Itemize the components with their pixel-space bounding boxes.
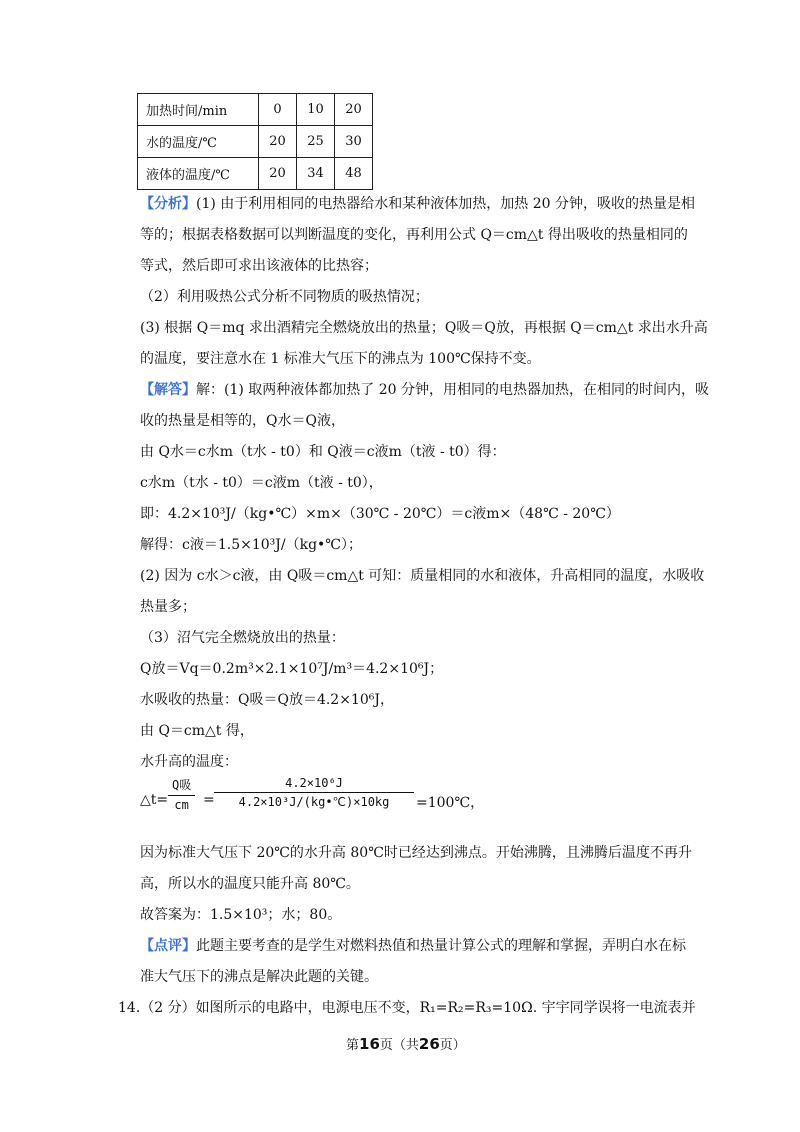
- equation-equals: =: [203, 792, 215, 808]
- solution-line: 由 Q水＝c水m（t水 - t0）和 Q液＝c液m（t液 - t0）得：: [140, 444, 506, 460]
- table-cell: 液体的温度/℃: [138, 158, 259, 190]
- fraction-bar: [214, 792, 414, 793]
- data-table: [137, 93, 373, 190]
- solution-text: 解：(1) 取两种液体都加热了 20 分钟，用相同的电热器加热，在相同的时间内，吸: [196, 382, 709, 398]
- table-cell: 20: [335, 94, 373, 126]
- table-cell: 0: [259, 94, 297, 126]
- solution-line: 高，所以水的温度只能升高 80℃。: [140, 876, 360, 892]
- page-total: 26: [418, 1035, 440, 1053]
- analysis-line: [140, 193, 695, 213]
- solution-line: 因为标准大气压下 20℃的水升高 80℃时已经达到沸点。开始沸腾，且沸腾后温度不再升: [140, 845, 692, 861]
- solution-line: （3）沼气完全燃烧放出的热量：: [140, 630, 345, 646]
- comment-line: [140, 935, 686, 955]
- equation-lhs: △t=: [140, 792, 169, 808]
- table-cell: 10: [297, 94, 335, 126]
- table-row: [138, 158, 373, 190]
- solution-line: Q放＝Vq＝0.2m³×2.1×10⁷J/m³＝4.2×10⁶J；: [140, 661, 444, 677]
- equation-result: =100℃，: [416, 795, 485, 811]
- solution-line: 水升高的温度：: [140, 754, 238, 770]
- footer-text: 第: [346, 1038, 360, 1053]
- analysis-line: （2）利用吸热公式分析不同物质的吸热情况；: [140, 289, 429, 305]
- table-cell: 34: [297, 158, 335, 190]
- solution-line: c水m（t水 - t0）＝c液m（t液 - t0），: [140, 475, 383, 491]
- table-cell: 25: [297, 126, 335, 158]
- analysis-line: 等的；根据表格数据可以判断温度的变化，再利用公式 Q＝cm△t 得出吸收的热量相同的: [140, 227, 688, 243]
- analysis-line: 等式，然后即可求出该液体的比热容；: [140, 258, 378, 274]
- page-footer: [346, 1034, 466, 1053]
- solution-line: 由 Q＝cm△t 得，: [140, 723, 254, 739]
- solution-line: 收的热量是相等的，Q水＝Q液，: [140, 413, 345, 429]
- solution-line: 解得：c液＝1.5×10³J/（kg•℃）；: [140, 537, 362, 553]
- solution-line: [140, 379, 709, 399]
- comment-tag: 【点评】: [140, 938, 196, 954]
- analysis-tag: 【分析】: [140, 196, 196, 212]
- page-number: 16: [359, 1035, 380, 1053]
- analysis-line: (3) 根据 Q＝mq 求出酒精完全燃烧放出的热量；Q吸＝Q放，再根据 Q＝cm△t 求出水升高: [140, 320, 708, 336]
- solution-line: 水吸收的热量：Q吸＝Q放＝4.2×10⁶J，: [140, 692, 394, 708]
- solution-line: 热量多；: [140, 599, 196, 615]
- footer-text: 页）: [439, 1038, 466, 1053]
- equation-fraction-2: [214, 776, 414, 809]
- table-cell: 48: [335, 158, 373, 190]
- footer-text: 页（共: [379, 1038, 419, 1053]
- solution-line: (2) 因为 c水＞c液，由 Q吸＝cm△t 可知：质量相同的水和液体，升高相同的温度，水吸收: [140, 568, 705, 584]
- table-row: [138, 94, 373, 126]
- question-14: 14.（2 分）如图所示的电路中，电源电压不变，R₁=R₂=R₃=10Ω. 宇宇同学误将一电流表并: [118, 1000, 696, 1016]
- fraction-numerator: Q吸: [172, 778, 192, 792]
- fraction-denominator: 4.2×10³J/(kg•℃)×10kg: [238, 795, 390, 809]
- table-cell: 水的温度/℃: [138, 126, 259, 158]
- comment-text: 此题主要考查的是学生对燃料热值和热量计算公式的理解和掌握，弄明白水在标: [196, 938, 686, 954]
- answer-line: 故答案为：1.5×10³；水；80。: [140, 907, 342, 923]
- fraction-denominator: cm: [174, 798, 189, 812]
- comment-line: 准大气压下的沸点是解决此题的关键。: [140, 969, 378, 985]
- solution-tag: 【解答】: [140, 382, 196, 398]
- table-cell: 30: [335, 126, 373, 158]
- equation-fraction-1: [168, 776, 195, 812]
- analysis-line: 的温度，要注意水在 1 标准大气压下的沸点为 100℃保持不变。: [140, 351, 541, 367]
- fraction-bar: [168, 795, 195, 796]
- analysis-text: (1) 由于利用相同的电热器给水和某种液体加热，加热 20 分钟，吸收的热量是相: [196, 196, 695, 212]
- table-cell: 20: [259, 158, 297, 190]
- fraction-numerator: 4.2×10⁶J: [285, 776, 343, 790]
- table-row: [138, 126, 373, 158]
- table-cell: 加热时间/min: [138, 94, 259, 126]
- solution-line: 即：4.2×10³J/（kg•℃）×m×（30℃ - 20℃）＝c液m×（48℃ - 20℃）: [140, 506, 620, 522]
- table-cell: 20: [259, 126, 297, 158]
